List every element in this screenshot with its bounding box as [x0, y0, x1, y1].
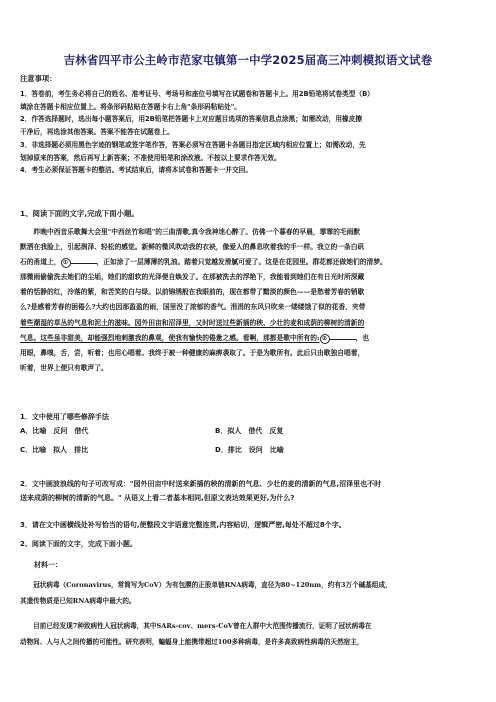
notice-line: 4．考生必须保证答题卡的整洁。考试结束后，请将本试卷和答题卡一并交回。	[20, 166, 253, 175]
fill-blank-2[interactable]	[330, 332, 356, 340]
material-line: 其遗传物质是已知RNA病毒中最大的。	[20, 596, 136, 605]
material-label: 材料一：	[34, 561, 62, 569]
notice-line: 划掉原来的答案，然后再写上新答案；不准使用铅笔和涂改液。不按以上要求作答无效。	[20, 153, 281, 162]
passage-line: 着些潮湿的草丛的气息和泥土的滋味。园外田亩和沼泽里，又时时送过些新插的秧、少壮的麦和成荫的柳树的清新的	[20, 318, 365, 327]
question-1-1: 1．文中使用了哪些修辞手法	[20, 413, 109, 421]
passage-line: 那微雨偷偷洗去她们的尘垢，她们的甜软的光泽便自焕发了。在那被洗去的浮艳下，我能看到她们在有日光时所深藏	[20, 273, 365, 282]
question-1-heading: 1、阅读下面的文字,完成下面小题。	[20, 209, 139, 218]
notice-line: 3．非选择题必须用黑色字迹的钢笔或签字笔作答，答案必须写在答题卡各题目指定区域内相应位置上；如需改动，先	[20, 140, 366, 149]
notice-line: 填涂在答题卡相应位置上。将条形码粘贴在答题卡右上角"条形码粘贴处"。	[20, 102, 241, 111]
option-c[interactable]: C．比喻 拟人 排比	[20, 446, 89, 454]
passage-line: 用眼，鼻嗅，舌，尝，听着；也用心唱着。我终于被一种健康的麻痹袭取了。于是为歌所有。此后只由歌独自唱着，	[20, 348, 365, 357]
fill-blank-1[interactable]	[71, 256, 97, 264]
question-1-3: 3．请在文中画横线处补写恰当的语句,使整段文字语意完整连贯,内容贴切，逻辑严密,每处不超过8个字。	[20, 521, 346, 529]
passage-line: 么?是感着芳春的困倦么?大约也因那盈盈的雨，国里没了浓郁的香气。涓涓的东风只吹来一缕缕饿了似的花香，夹带	[20, 303, 366, 312]
material-line: 动物间、人与人之间传播的可能性。研究表明，蝙蝠身上能携带超过100多种病毒，是许多高致病性病毒的天然宿主，	[20, 637, 364, 646]
notice-list	[20, 88, 482, 177]
passage-line: 听着，世界上便只有歌声了。	[20, 363, 108, 372]
option-b[interactable]: B．拟人 借代 反复	[215, 427, 284, 435]
passage-line: 昨晚中西音乐歌舞大会里"中西丝竹和唱"的三曲清歌,真令我神迷心醉了。仿佛一个暮春的早晨，霏霏的毛雨默	[33, 228, 361, 236]
question-2-heading: 2、阅读下面的文字，完成下面小题。	[20, 540, 137, 548]
passage-line: 着的恬静的红，冷落的紫，和苦笑的白与绿。以前锦绣般在我眼前的，现在都带了黯淡的颜色——是愁着芳春的销歇	[20, 288, 365, 297]
option-a[interactable]: A．比喻 反问 借代	[20, 427, 89, 435]
passage-line: 石的甬道上， ① ，正如涂了一层薄薄的乳油。踏着只觉越发滑腻可爱了。这是在花园里。群花都还做她们的清梦。	[20, 258, 387, 267]
passage-line: 默洒在我脸上，引起润泽、轻松的感觉。新鲜的微风吹动我的衣袂，像爱人的鼻息吹着我的手一样。我立的一条白矾	[20, 243, 365, 252]
material-1-text	[20, 578, 482, 650]
answer-options	[20, 426, 480, 462]
notice-line: 2．作答选择题时，选出每小题答案后，用2B铅笔把答题卡上对应题目选项的答案信息点涂黑；如需改动，用橡皮擦	[20, 115, 363, 124]
blank-marker-2: ②	[320, 334, 330, 344]
reading-passage	[20, 225, 480, 376]
page-title: 吉林省四平市公主岭市范家屯镇第一中学2025届高三冲刺模拟语文试卷	[63, 53, 433, 67]
question-1-2: 2．文中画波浪线的句子可改写成："园外田亩中时送来新插的秧的清新的气息、少壮的麦的清新的气息,沼泽里也不时 送来成荫的柳树的清新的气息。" 从语义上看二者基本相同,但原文表达效果更好,为什么?	[20, 480, 382, 502]
option-d[interactable]: D．排比 设问 比喻	[215, 446, 284, 454]
passage-line: 气息。这些虽非甜美，却能强烈地刺激我的鼻观，使我有愉快的倦惫之感。看啊，那都是歌中所有的: ② ，也	[20, 333, 370, 342]
material-line: 冠状病毒（Coronavirus，常简写为CoV）为有包膜的正股单链RNA病毒，直径为80~120nm，约有3万个碱基组成，	[33, 581, 392, 589]
notice-heading: 注意事项：	[20, 74, 57, 83]
notice-line: 1．答卷前，考生务必将自己的姓名、准考证号、考场号和座位号填写在试题卷和答题卡上。用2B铅笔将试卷类型（B）	[20, 90, 374, 98]
material-line: 目前已经发现7种致病性人冠状病毒，其中SARs-cov、mers-CoV曾在人群中大范围传播流行，证明了冠状病毒在	[33, 622, 372, 630]
blank-marker-1: ①	[61, 258, 71, 268]
notice-line: 干净后，再选涂其他答案。答案不能答在试题卷上。	[20, 128, 174, 137]
